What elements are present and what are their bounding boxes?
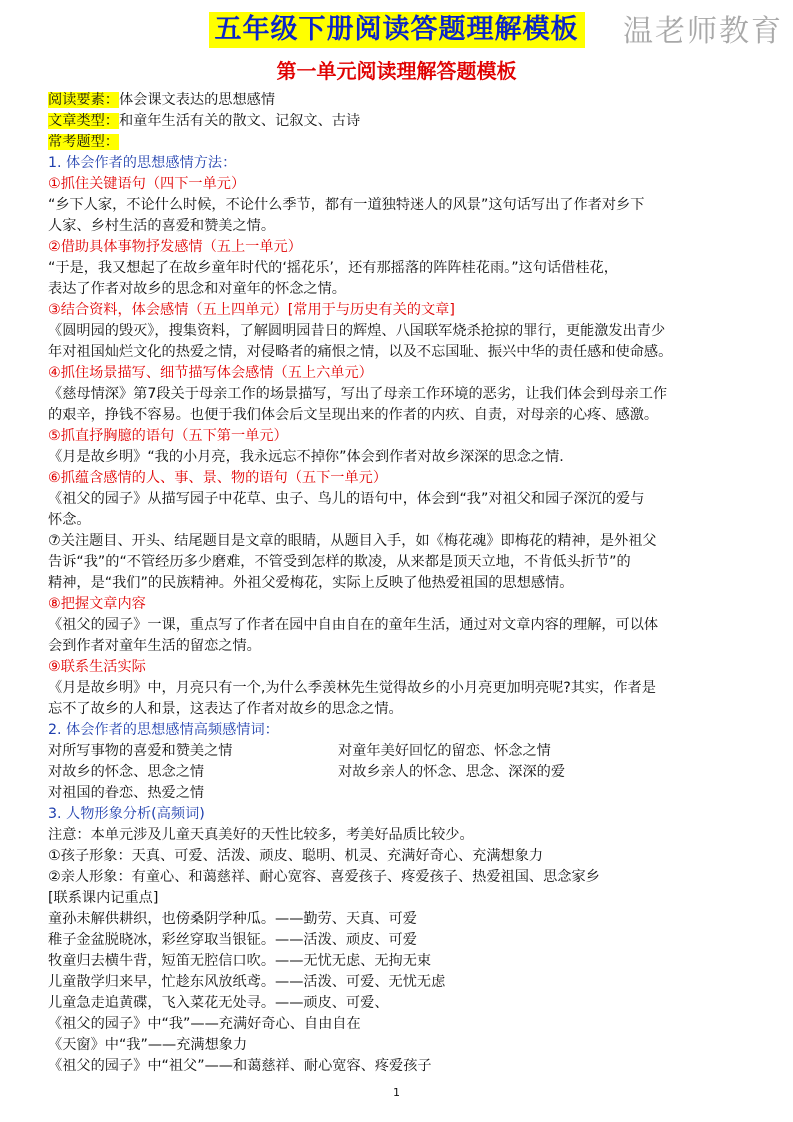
method3-title: ③结合资料，体会感情（五上四单元）[常用于与历史有关的文章] <box>48 302 455 318</box>
poem-line: 儿童急走追黄碟，飞入菜花无处寻。——顽皮、可爱、 <box>48 995 389 1011</box>
method6-line2: 怀念。 <box>48 512 91 528</box>
article-type-row <box>48 111 748 132</box>
method1-line1: “乡下人家，不论什么时候，不论什么季节，都有一道独特迷人的风景”这句话写出了作者对乡下 <box>48 197 645 213</box>
method2-line2: 表达了作者对故乡的思念和对童年的怀念之情。 <box>48 281 346 297</box>
reading-key-text: 体会课文表达的思想感情 <box>118 92 276 108</box>
example-line: 《祖父的园子》中“我”——充满好奇心、自由自在 <box>48 1016 361 1032</box>
family-image-line: ②亲人形象：有童心、和蔼慈祥、耐心宽容、喜爱孩子、疼爱孩子、热爱祖国、思念家乡 <box>48 869 600 885</box>
article-type-label: 文章类型： <box>48 113 119 129</box>
method8-line2: 会到作者对童年生活的留恋之情。 <box>48 638 261 654</box>
section1-heading: 1. 体会作者的思想感情方法： <box>48 155 237 171</box>
kids-image-line: ①孩子形象：天真、可爱、活泼、顽皮、聪明、机灵、充满好奇心、充满想象力 <box>48 848 544 864</box>
link-heading: [联系课内记重点] <box>48 890 159 906</box>
method7-line3: 精神，是“我们”的民族精神。外祖父爱梅花，实际上反映了他热爱祖国的思想感情。 <box>48 575 574 591</box>
document-body <box>48 90 748 1077</box>
method4-title: ④抓住场景描写、细节描写体会感情（五上六单元） <box>48 365 373 381</box>
method4-line1: 《慈母情深》第7段关于母亲工作的场景描写，写出了母亲工作环境的恶劣，让我们体会到母亲工作 <box>48 386 668 402</box>
section3-note: 注意：本单元涉及儿童天真美好的天性比较多，考美好品质比较少。 <box>48 827 474 843</box>
method7-line1: ⑦关注题目、开头、结尾题目是文章的眼睛，从题目入手，如《梅花魂》即梅花的精神，是外祖父 <box>48 533 657 549</box>
method1-line2: 人家、乡村生活的喜爱和赞美之情。 <box>48 218 276 234</box>
emotion-row <box>48 783 748 804</box>
emotion-row <box>48 741 748 762</box>
emotion-row <box>48 762 748 783</box>
article-type-text: 和童年生活有关的散文、记叙文、古诗 <box>118 113 361 129</box>
page-title: 五年级下册阅读答题理解模板 <box>209 12 585 48</box>
method5-title: ⑤抓直抒胸臆的语句（五下第一单元） <box>48 428 288 444</box>
method2-title: ②借助具体事物抒发感情（五上一单元） <box>48 239 302 255</box>
watermark: 温老师教育 <box>623 14 783 49</box>
section2-heading: 2. 体会作者的思想感情高频感情词： <box>48 722 279 738</box>
method7-line2: 告诉“我”的“不管经历多少磨难，不管受到怎样的欺凌，从来都是顶天立地，不肯低头折节”的 <box>48 554 631 570</box>
section3-heading: 3. 人物形象分析(高频词) <box>48 806 205 822</box>
poem-line: 儿童散学归来早，忙趁东风放纸鸢。——活泼、可爱、无忧无虑 <box>48 974 446 990</box>
method3-line2: 年对祖国灿烂文化的热爱之情，对侵略者的痛恨之情，以及不忘国耻、振兴中华的责任感和使命感。 <box>48 344 673 360</box>
reading-key-label: 阅读要素： <box>48 92 119 108</box>
method8-line1: 《祖父的园子》一课，重点写了作者在园中自由自在的童年生活，通过对文章内容的理解，可以体 <box>48 617 659 633</box>
reading-key-row <box>48 90 748 111</box>
common-types-row <box>48 132 748 153</box>
emotion-word: 对故乡的怀念、思念之情 <box>48 764 205 780</box>
method1-title: ①抓住关键语句（四下一单元） <box>48 176 246 192</box>
emotion-word: 对所写事物的喜爱和赞美之情 <box>48 743 233 759</box>
emotion-word: 对童年美好回忆的留恋、怀念之情 <box>338 743 551 759</box>
section-subtitle: 第一单元阅读理解答题模板 <box>276 59 517 83</box>
method5-line1: 《月是故乡明》“我的小月亮，我永远忘不掉你”体会到作者对故乡深深的思念之情. <box>48 449 564 465</box>
method8-title: ⑧把握文章内容 <box>48 596 146 612</box>
method9-line2: 忘不了故乡的人和景，这表达了作者对故乡的思念之情。 <box>48 701 403 717</box>
poem-line: 童孙未解供耕织，也傍桑阴学种瓜。——勤劳、天真、可爱 <box>48 911 417 927</box>
method6-line1: 《祖父的园子》从描写园子中花草、虫子、鸟儿的语句中，体会到“我”对祖父和园子深沉的爱与 <box>48 491 645 507</box>
common-types-label: 常考题型： <box>48 134 119 150</box>
poem-line: 稚子金盆脱晓冰，彩丝穿取当银钲。——活泼、顽皮、可爱 <box>48 932 417 948</box>
method2-line1: “于是，我又想起了在故乡童年时代的‘摇花乐’，还有那摇落的阵阵桂花雨。”这句话借桂花， <box>48 260 618 276</box>
emotion-word: 对祖国的眷恋、热爱之情 <box>48 785 205 801</box>
method6-title: ⑥抓蕴含感情的人、事、景、物的语句（五下一单元） <box>48 470 388 486</box>
method3-line1: 《圆明园的毁灭》，搜集资料，了解圆明园昔日的辉煌、八国联军烧杀抢掠的罪行，更能激发出青少 <box>48 323 666 339</box>
poem-line: 牧童归去横牛背，短笛无腔信口吹。——无忧无虑、无拘无束 <box>48 953 432 969</box>
method9-line1: 《月是故乡明》中，月亮只有一个,为什么季羡林先生觉得故乡的小月亮更加明亮呢?其实，作者是 <box>48 680 656 696</box>
method4-line2: 的艰辛，挣钱不容易。也便于我们体会后文呈现出来的作者的内疚、自责，对母亲的心疼、感激。 <box>48 407 659 423</box>
example-line: 《天窗》中“我”——充满想象力 <box>48 1037 248 1053</box>
example-line: 《祖父的园子》中“祖父”——和蔼慈祥、耐心宽容、疼爱孩子 <box>48 1058 432 1074</box>
method9-title: ⑨联系生活实际 <box>48 659 146 675</box>
emotion-word: 对故乡亲人的怀念、思念、深深的爱 <box>338 764 566 780</box>
page-number: 1 <box>393 1086 400 1099</box>
